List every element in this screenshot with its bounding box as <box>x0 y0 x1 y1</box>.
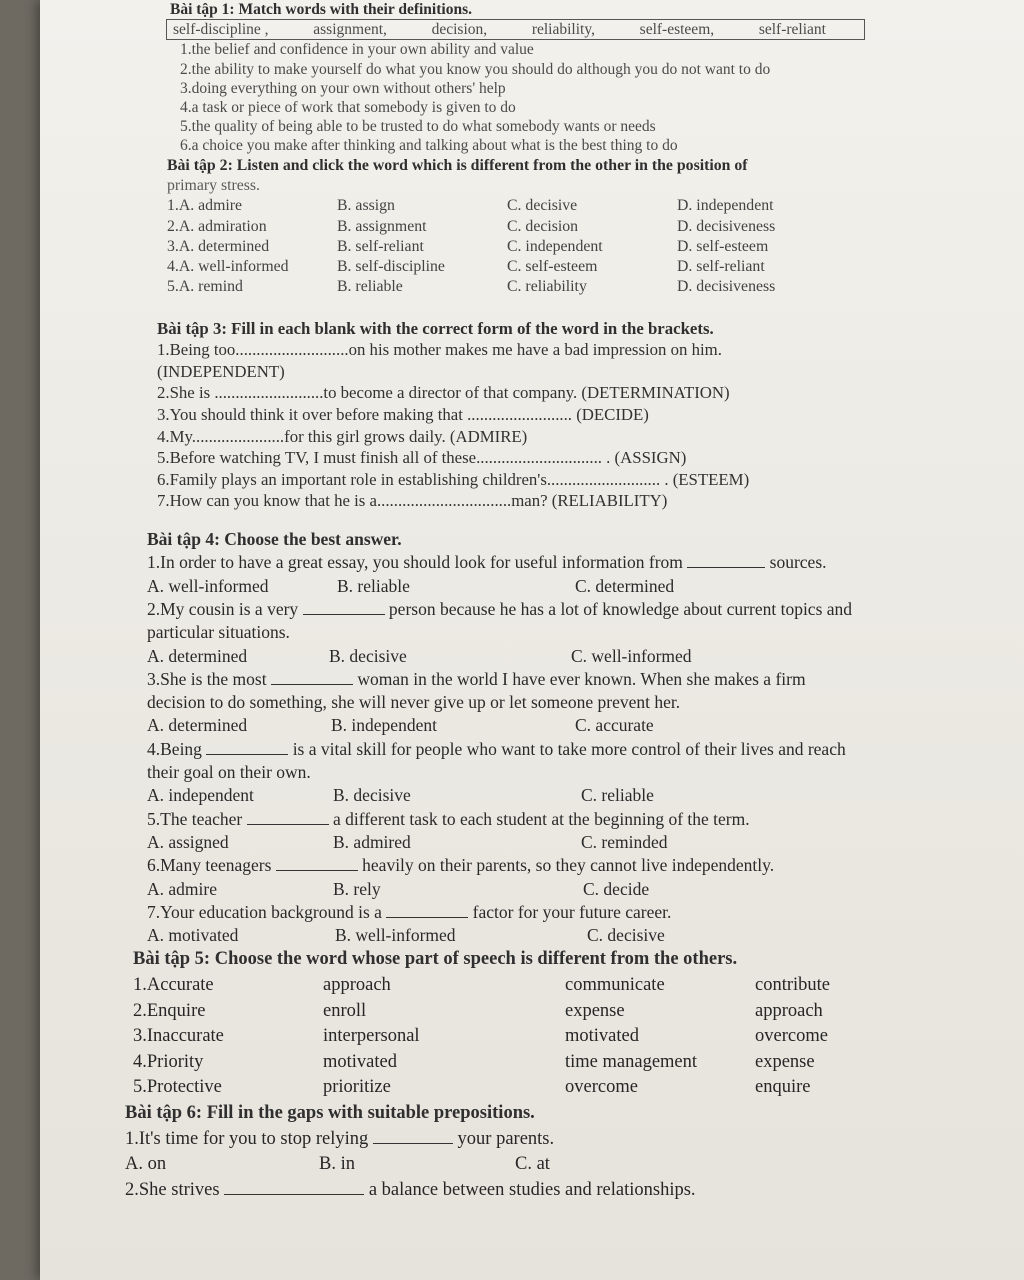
word-item: self-esteem, <box>639 21 715 39</box>
option-a: 4.A. well-informed <box>167 258 289 276</box>
answer-blank[interactable] <box>224 1180 364 1195</box>
pos-row <box>133 999 975 1025</box>
word-cell: overcome <box>755 1026 828 1047</box>
fill-line: (INDEPENDENT) <box>157 361 285 381</box>
option-a: A. determined <box>147 645 248 666</box>
option-b: B. decisive <box>333 785 411 806</box>
question: 5.The teacher a different task to each student at the beginning of the term. <box>147 808 750 829</box>
word-item: self-reliant <box>758 21 826 39</box>
option-c: C. reliability <box>507 278 587 296</box>
stress-row <box>167 196 975 216</box>
exercise-2-title-cont: primary stress. <box>167 176 261 194</box>
options-row <box>147 924 975 947</box>
option-b: B. in <box>319 1154 355 1175</box>
option-c: C. accurate <box>575 715 654 736</box>
options-row <box>147 575 975 598</box>
definition-line: 4.a task or piece of work that somebody is given to do <box>180 99 516 117</box>
word-cell: enquire <box>755 1077 811 1098</box>
question-cont: decision to do something, she will never give up or let someone prevent her. <box>147 692 681 713</box>
answer-blank[interactable] <box>386 903 468 918</box>
word-item: reliability, <box>531 21 595 39</box>
pos-row <box>133 973 975 999</box>
option-c: C. decisive <box>507 197 578 215</box>
option-c: C. decide <box>583 878 650 899</box>
option-a: A. determined <box>147 715 248 736</box>
word-cell: time management <box>565 1051 698 1072</box>
exercise-5 <box>125 947 975 1101</box>
exercise-6 <box>125 1101 975 1203</box>
word-cell: enroll <box>323 1000 367 1021</box>
option-b: B. reliable <box>337 278 403 296</box>
option-c: C. at <box>515 1154 550 1175</box>
question: 6.Many teenagers heavily on their parents, so they cannot live independently. <box>147 855 775 876</box>
fill-line: 2.She is ..........................to become a director of that company. (DETERMINATION) <box>157 383 730 403</box>
answer-blank[interactable] <box>247 810 329 825</box>
option-c: C. independent <box>507 237 603 255</box>
word-cell: interpersonal <box>323 1026 420 1047</box>
answer-blank[interactable] <box>276 856 358 871</box>
option-a: A. on <box>125 1154 167 1175</box>
word-cell: overcome <box>565 1077 638 1098</box>
option-b: B. reliable <box>337 575 410 596</box>
option-c: C. reliable <box>581 785 654 806</box>
word-item: decision, <box>431 21 488 39</box>
option-a: A. admire <box>147 878 217 899</box>
fill-line: 6.Family plays an important role in establishing children's........................... . (ESTEEM) <box>157 469 750 489</box>
fill-line: 7.How can you know that he is a................................man? (RELIABILITY) <box>157 491 668 511</box>
option-d: D. decisiveness <box>677 278 776 296</box>
definition-line: 5.the quality of being able to be trusted to do what somebody wants or needs <box>180 118 656 136</box>
option-b: B. independent <box>331 715 437 736</box>
word-cell: 1.Accurate <box>133 974 214 995</box>
option-a: 2.A. admiration <box>167 217 267 235</box>
answer-blank[interactable] <box>687 553 765 568</box>
options-row <box>147 878 975 901</box>
exercise-3 <box>125 318 975 512</box>
option-a: A. motivated <box>147 925 239 946</box>
question: 2.She strives a balance between studies and relationships. <box>125 1179 696 1200</box>
options-row <box>147 714 975 737</box>
question: 7.Your education background is a factor for your future career. <box>147 901 672 922</box>
answer-blank[interactable] <box>373 1129 453 1144</box>
word-cell: prioritize <box>323 1077 391 1098</box>
options-row <box>147 831 975 854</box>
fill-line: 3.You should think it over before making that ......................... (DECIDE) <box>157 405 649 425</box>
option-a: A. independent <box>147 785 254 806</box>
pos-row <box>133 1075 975 1101</box>
word-cell: 2.Enquire <box>133 1000 206 1021</box>
question: 4.Being is a vital skill for people who want to take more control of their lives and reach <box>147 738 846 759</box>
option-c: C. well-informed <box>571 645 692 666</box>
option-d: D. self-esteem <box>677 237 769 255</box>
option-c: C. decision <box>507 217 579 235</box>
options-row <box>147 784 975 807</box>
question: 2.My cousin is a very person because he has a lot of knowledge about current topics and <box>147 598 853 619</box>
option-b: B. decisive <box>329 645 407 666</box>
stress-row <box>167 237 975 257</box>
word-cell: expense <box>565 1000 625 1021</box>
option-b: B. assign <box>337 197 395 215</box>
word-cell: contribute <box>755 974 831 995</box>
word-cell: expense <box>755 1051 815 1072</box>
exercise-2 <box>125 156 975 298</box>
option-a: A. well-informed <box>147 575 269 596</box>
answer-blank[interactable] <box>206 740 288 755</box>
definition-line: 6.a choice you make after thinking and talking about what is the best thing to do <box>180 137 678 155</box>
pos-row <box>133 1024 975 1050</box>
fill-line: 1.Being too...........................on his mother makes me have a bad impression on him. <box>157 340 722 360</box>
exercise-1-title: Bài tập 1: Match words with their definitions. <box>170 1 472 18</box>
exercise-6-title: Bài tập 6: Fill in the gaps with suitable prepositions. <box>125 1102 535 1123</box>
options-row <box>125 1152 975 1178</box>
word-cell: 4.Priority <box>133 1051 204 1072</box>
stress-row <box>167 257 975 277</box>
option-b: B. rely <box>333 878 381 899</box>
option-a: 5.A. remind <box>167 278 243 296</box>
option-c: C. determined <box>575 575 675 596</box>
word-cell: 5.Protective <box>133 1077 222 1098</box>
word-cell: approach <box>323 974 391 995</box>
pos-row <box>133 1050 975 1076</box>
word-cell: motivated <box>565 1026 639 1047</box>
question-cont: their goal on their own. <box>147 762 311 783</box>
option-c: C. decisive <box>587 925 665 946</box>
exercise-3-title: Bài tập 3: Fill in each blank with the correct form of the word in the brackets. <box>157 318 714 338</box>
option-b: B. self-discipline <box>337 258 445 276</box>
word-cell: communicate <box>565 974 665 995</box>
option-d: D. self-reliant <box>677 258 765 276</box>
word-item: self-discipline , <box>173 21 269 39</box>
definition-line: 1.the belief and confidence in your own ability and value <box>180 41 534 59</box>
worksheet-page <box>125 0 975 1203</box>
exercise-2-title: Bài tập 2: Listen and click the word which is different from the other in the position of <box>167 156 748 174</box>
options-row <box>147 645 975 668</box>
fill-line: 5.Before watching TV, I must finish all of these.............................. . (ASSIGN) <box>157 448 687 468</box>
answer-blank[interactable] <box>271 670 353 685</box>
option-b: B. well-informed <box>335 925 456 946</box>
fill-line: 4.My......................for this girl grows daily. (ADMIRE) <box>157 426 528 446</box>
definition-line: 3.doing everything on your own without others' help <box>180 79 506 97</box>
word-cell: approach <box>755 1000 823 1021</box>
stress-row <box>167 217 975 237</box>
word-item: assignment, <box>313 21 387 39</box>
option-c: C. self-esteem <box>507 258 598 276</box>
exercise-1 <box>125 0 975 156</box>
definition-line: 2.the ability to make yourself do what you know you should do although you do not want to do <box>180 60 771 78</box>
worksheet-paper <box>40 0 1024 1280</box>
option-d: D. independent <box>677 197 774 215</box>
option-b: B. admired <box>333 831 411 852</box>
stress-row <box>167 277 975 297</box>
word-box <box>166 19 865 40</box>
word-cell: 3.Inaccurate <box>133 1026 224 1047</box>
option-b: B. assignment <box>337 217 427 235</box>
exercise-4-title: Bài tập 4: Choose the best answer. <box>147 529 402 550</box>
option-c: C. reminded <box>581 831 668 852</box>
question: 1.In order to have a great essay, you should look for useful information from sources. <box>147 552 827 573</box>
answer-blank[interactable] <box>303 600 385 615</box>
option-b: B. self-reliant <box>337 237 424 255</box>
option-a: A. assigned <box>147 831 229 852</box>
option-a: 1.A. admire <box>167 197 243 215</box>
question: 1.It's time for you to stop relying your parents. <box>125 1128 555 1149</box>
exercise-4 <box>125 528 975 947</box>
word-cell: motivated <box>323 1051 397 1072</box>
question-cont: particular situations. <box>147 622 290 643</box>
option-d: D. decisiveness <box>677 217 776 235</box>
option-a: 3.A. determined <box>167 237 270 255</box>
question: 3.She is the most woman in the world I have ever known. When she makes a firm <box>147 668 806 689</box>
exercise-5-title: Bài tập 5: Choose the word whose part of speech is different from the others. <box>133 949 738 970</box>
